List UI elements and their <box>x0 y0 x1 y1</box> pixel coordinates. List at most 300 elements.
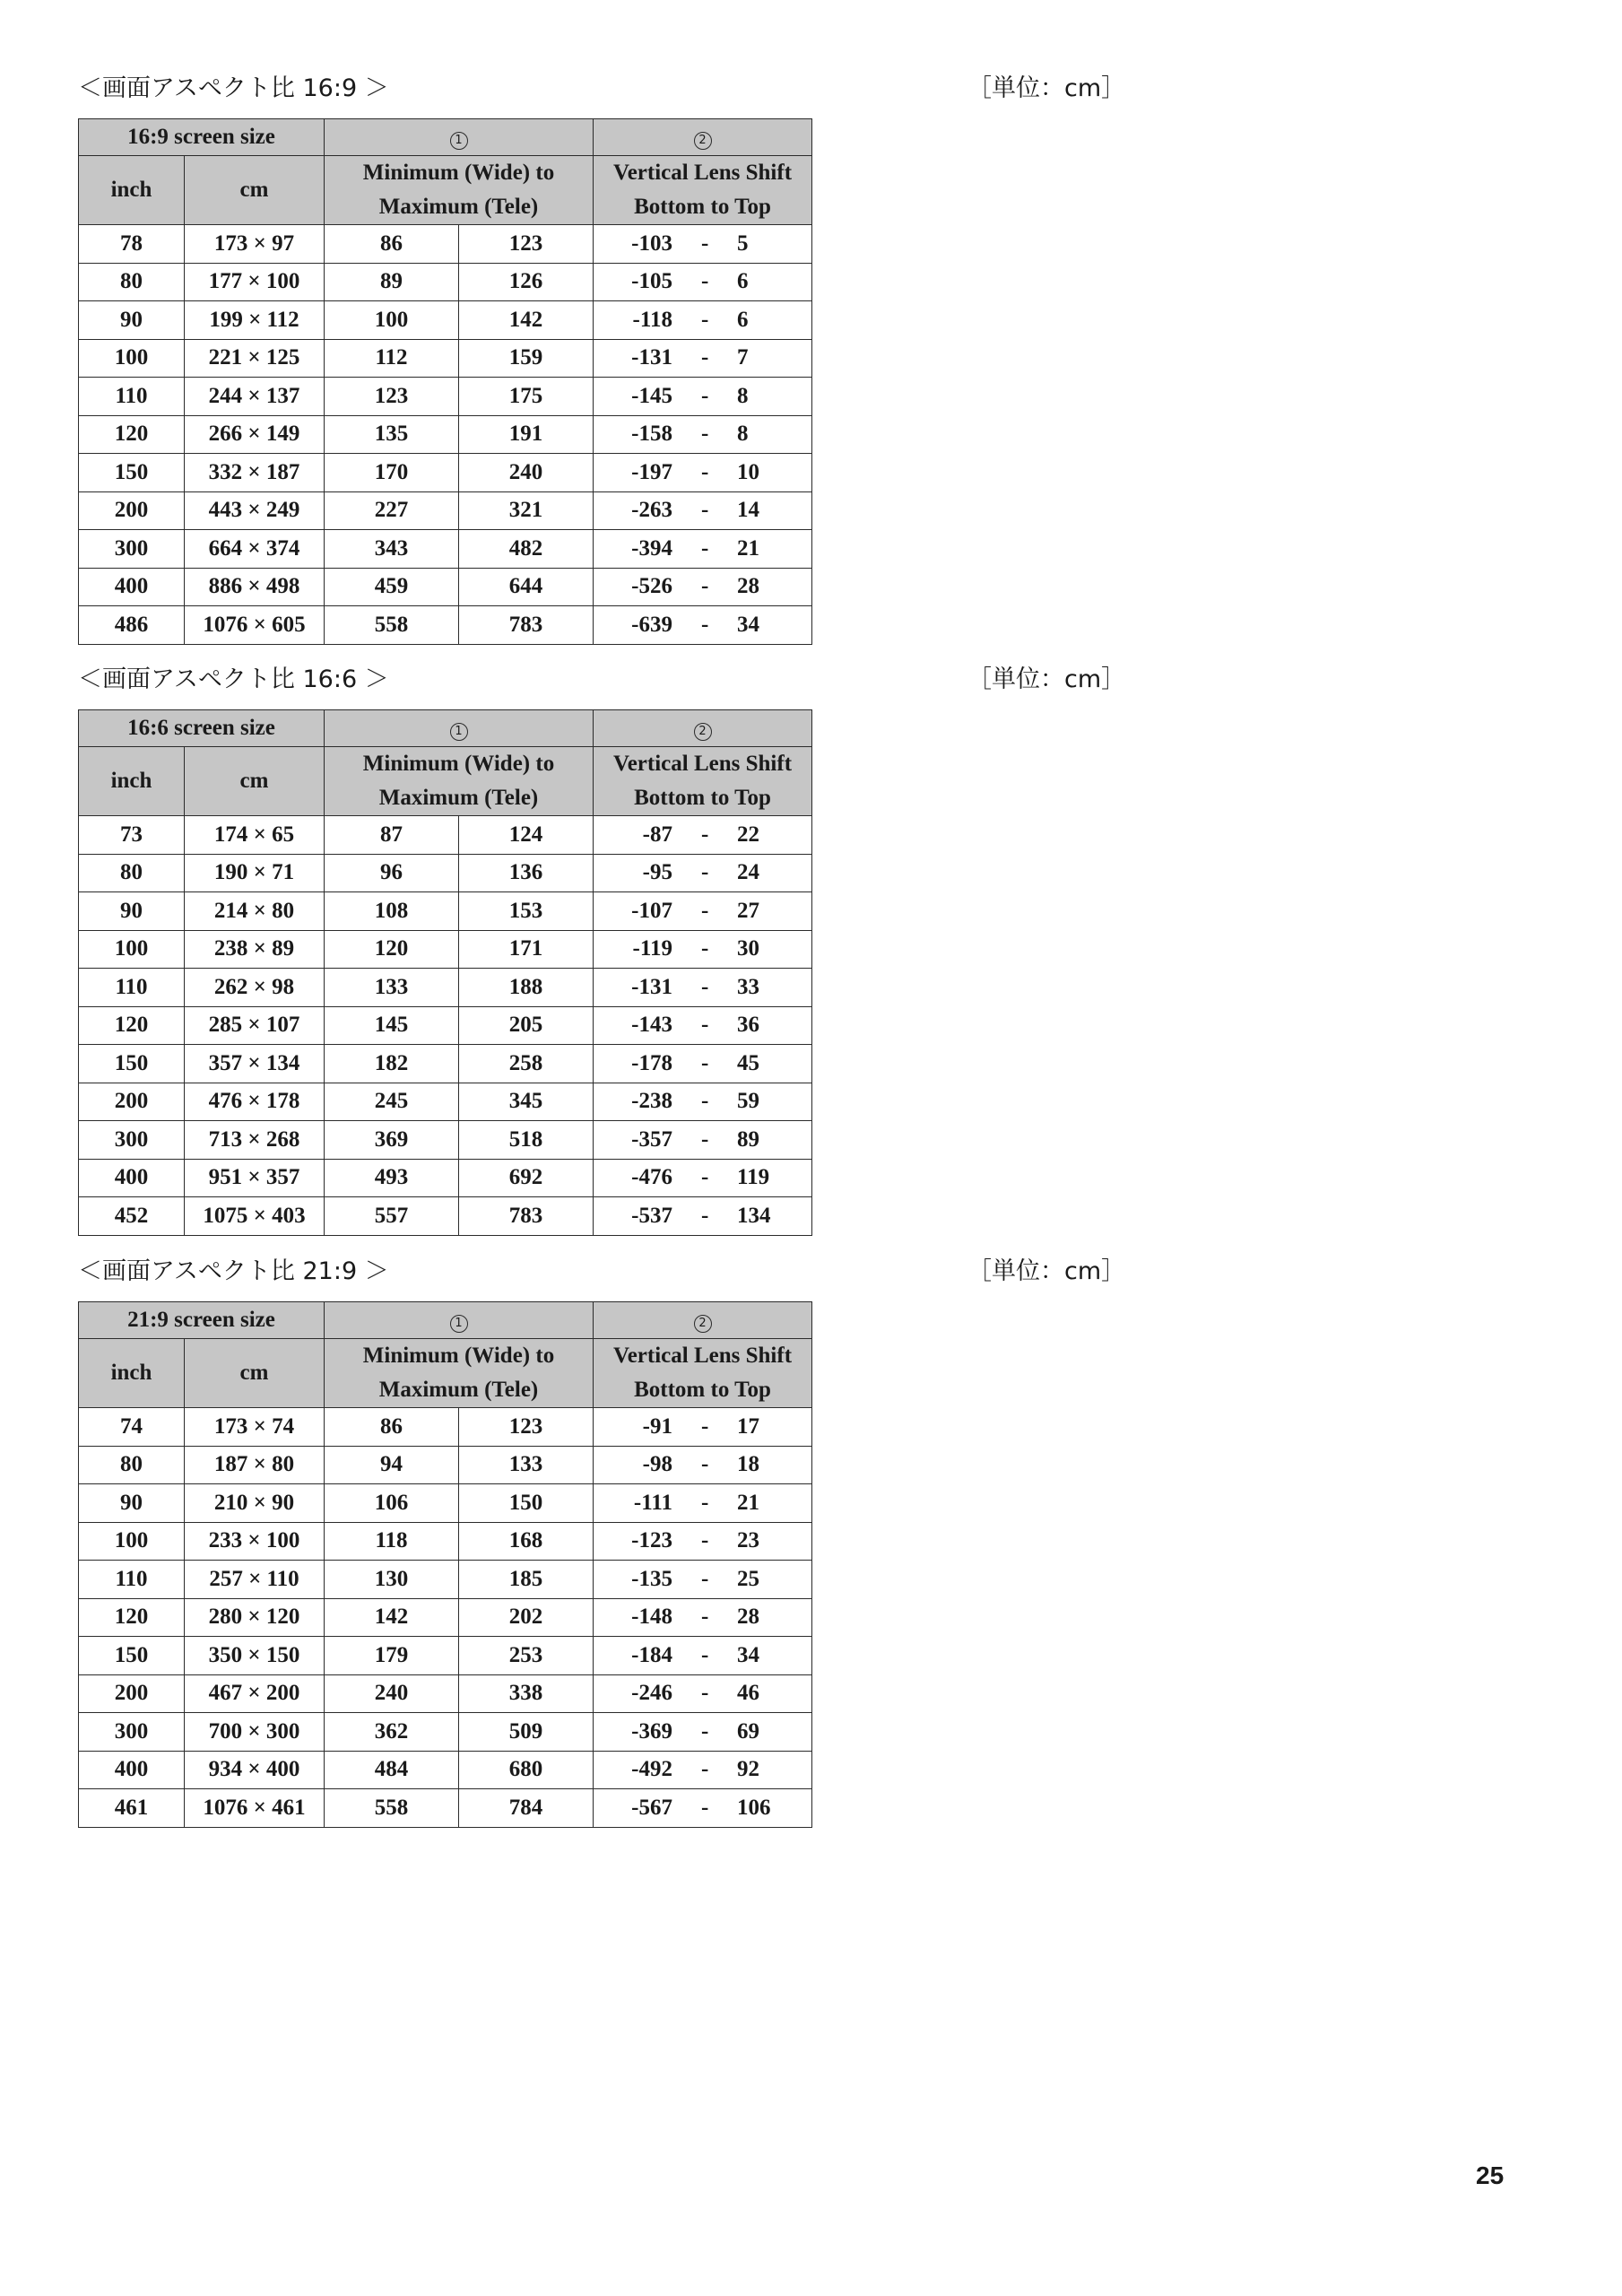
max-tele-cell: 482 <box>459 530 594 569</box>
shift-range-separator: - <box>701 898 709 923</box>
section-title: ＜画面アスペクト比 16:6 ＞ <box>78 665 389 693</box>
min-wide-cell: 86 <box>325 1408 459 1447</box>
inch-cell: 78 <box>79 225 185 264</box>
inch-cell: 300 <box>79 530 185 569</box>
shift-range-separator: - <box>701 1013 709 1038</box>
lens-shift-header-line2: Bottom to Top <box>634 786 771 810</box>
inch-cell: 90 <box>79 1484 185 1523</box>
table-row <box>79 1408 812 1447</box>
max-tele-cell: 175 <box>459 378 594 416</box>
throw-distance-table <box>78 709 812 1236</box>
shift-bottom-value: -178 <box>631 1050 672 1075</box>
max-tele-cell: 240 <box>459 454 594 492</box>
min-wide-cell: 484 <box>325 1751 459 1789</box>
max-tele-cell: 191 <box>459 415 594 454</box>
min-wide-cell: 245 <box>325 1083 459 1121</box>
shift-bottom-value: -369 <box>631 1718 672 1744</box>
shift-bottom-value: -492 <box>631 1757 672 1782</box>
max-tele-cell: 321 <box>459 491 594 530</box>
shift-range-separator: - <box>701 1126 709 1152</box>
max-tele-cell: 142 <box>459 301 594 340</box>
cm-cell: 1076 × 461 <box>185 1789 325 1828</box>
lens-shift-range <box>594 606 811 644</box>
lens-shift-range <box>594 816 811 854</box>
cm-cell: 177 × 100 <box>185 263 325 301</box>
shift-bottom-value: -246 <box>631 1681 672 1706</box>
inch-cell: 300 <box>79 1121 185 1160</box>
table-row <box>79 816 812 855</box>
max-tele-cell: 159 <box>459 339 594 378</box>
section-title: ＜画面アスペクト比 21:9 ＞ <box>78 1257 389 1285</box>
lens-shift-cell <box>594 1561 812 1599</box>
lens-shift-range <box>594 1083 811 1121</box>
shift-top-value: 89 <box>737 1126 759 1152</box>
cm-cell: 700 × 300 <box>185 1713 325 1752</box>
shift-top-value: 6 <box>737 269 749 294</box>
lens-shift-cell <box>594 816 812 855</box>
inch-cell: 73 <box>79 816 185 855</box>
lens-shift-range <box>594 1160 811 1197</box>
lens-shift-range <box>594 301 811 339</box>
lens-shift-cell <box>594 1121 812 1160</box>
throw-distance-header-line1: Minimum (Wide) to <box>362 1344 555 1368</box>
table-row <box>79 1484 812 1523</box>
shift-bottom-value: -145 <box>631 383 672 408</box>
throw-distance-header-line1: Minimum (Wide) to <box>362 161 555 185</box>
max-tele-cell: 202 <box>459 1598 594 1637</box>
table-row <box>79 1598 812 1637</box>
shift-bottom-value: -143 <box>631 1013 672 1038</box>
max-tele-cell: 783 <box>459 606 594 645</box>
shift-bottom-value: -123 <box>631 1528 672 1553</box>
cm-cell: 713 × 268 <box>185 1121 325 1160</box>
shift-top-value: 25 <box>737 1566 759 1591</box>
shift-top-value: 18 <box>737 1452 759 1477</box>
max-tele-cell: 136 <box>459 854 594 892</box>
shift-top-value: 28 <box>737 1605 759 1630</box>
shift-range-separator: - <box>701 1757 709 1782</box>
table-row <box>79 930 812 969</box>
inch-cell: 90 <box>79 301 185 340</box>
min-wide-cell: 362 <box>325 1713 459 1752</box>
cm-cell: 934 × 400 <box>185 1751 325 1789</box>
shift-range-separator: - <box>701 1452 709 1477</box>
min-wide-cell: 558 <box>325 606 459 645</box>
lens-shift-range <box>594 1045 811 1083</box>
shift-bottom-value: -476 <box>631 1165 672 1190</box>
shift-bottom-value: -135 <box>631 1566 672 1591</box>
inch-cell: 452 <box>79 1197 185 1236</box>
max-tele-cell: 185 <box>459 1561 594 1599</box>
lens-shift-range <box>594 1599 811 1637</box>
table-row <box>79 1159 812 1197</box>
max-tele-cell: 692 <box>459 1159 594 1197</box>
shift-range-separator: - <box>701 1795 709 1820</box>
table-row <box>79 378 812 416</box>
inch-header: inch <box>79 156 185 225</box>
lens-shift-header <box>594 156 812 225</box>
cm-cell: 214 × 80 <box>185 892 325 931</box>
table-row <box>79 415 812 454</box>
table-row <box>79 1446 812 1484</box>
lens-shift-range <box>594 340 811 378</box>
table-row <box>79 1006 812 1045</box>
screen-size-header: 21:9 screen size <box>79 1302 325 1339</box>
table-row <box>79 1197 812 1236</box>
circled-number-2: 2 <box>694 132 712 150</box>
section-header <box>78 663 1126 697</box>
inch-cell: 150 <box>79 1045 185 1083</box>
table-row <box>79 1751 812 1789</box>
shift-bottom-value: -238 <box>631 1089 672 1114</box>
throw-distance-header-line2: Maximum (Tele) <box>378 195 539 219</box>
min-wide-cell: 86 <box>325 225 459 264</box>
lens-shift-range <box>594 1789 811 1827</box>
shift-range-separator: - <box>701 1566 709 1591</box>
max-tele-cell: 126 <box>459 263 594 301</box>
inch-cell: 100 <box>79 1522 185 1561</box>
table-row <box>79 339 812 378</box>
lens-shift-cell <box>594 1446 812 1484</box>
cm-header: cm <box>185 747 325 816</box>
shift-bottom-value: -357 <box>631 1126 672 1152</box>
table-row <box>79 1713 812 1752</box>
lens-shift-cell <box>594 491 812 530</box>
min-wide-cell: 96 <box>325 854 459 892</box>
shift-bottom-value: -131 <box>631 345 672 370</box>
table-row <box>79 454 812 492</box>
aspect-ratio-section-3 <box>78 1255 1126 1820</box>
max-tele-cell: 345 <box>459 1083 594 1121</box>
lens-shift-cell <box>594 1083 812 1121</box>
lens-shift-cell <box>594 1674 812 1713</box>
lens-shift-range <box>594 264 811 301</box>
shift-range-separator: - <box>701 269 709 294</box>
shift-top-value: 106 <box>737 1795 771 1820</box>
table-row <box>79 225 812 264</box>
shift-top-value: 28 <box>737 574 759 599</box>
cm-cell: 174 × 65 <box>185 816 325 855</box>
shift-range-separator: - <box>701 1413 709 1439</box>
min-wide-cell: 558 <box>325 1789 459 1828</box>
min-wide-cell: 179 <box>325 1637 459 1675</box>
shift-range-separator: - <box>701 1490 709 1515</box>
table-row <box>79 892 812 931</box>
shift-top-value: 34 <box>737 612 759 637</box>
inch-cell: 400 <box>79 568 185 606</box>
cm-cell: 257 × 110 <box>185 1561 325 1599</box>
cm-cell: 199 × 112 <box>185 301 325 340</box>
min-wide-cell: 493 <box>325 1159 459 1197</box>
shift-top-value: 24 <box>737 860 759 885</box>
lens-shift-range <box>594 1484 811 1522</box>
shift-top-value: 8 <box>737 422 749 447</box>
shift-range-separator: - <box>701 1203 709 1228</box>
shift-top-value: 33 <box>737 974 759 999</box>
lens-shift-cell <box>594 1159 812 1197</box>
min-wide-cell: 130 <box>325 1561 459 1599</box>
aspect-ratio-section-2 <box>78 663 1126 1228</box>
cm-cell: 443 × 249 <box>185 491 325 530</box>
throw-distance-table <box>78 1301 812 1828</box>
lens-shift-cell <box>594 1197 812 1236</box>
table-row <box>79 1083 812 1121</box>
inch-cell: 74 <box>79 1408 185 1447</box>
inch-cell: 150 <box>79 1637 185 1675</box>
inch-header: inch <box>79 747 185 816</box>
inch-cell: 461 <box>79 1789 185 1828</box>
lens-shift-cell <box>594 969 812 1007</box>
shift-top-value: 34 <box>737 1642 759 1667</box>
cm-header: cm <box>185 1339 325 1408</box>
unit-label: ［単位：cm］ <box>967 1257 1126 1285</box>
inch-header: inch <box>79 1339 185 1408</box>
throw-distance-header <box>325 1339 594 1408</box>
lens-shift-header-line1: Vertical Lens Shift <box>612 1344 793 1368</box>
shift-bottom-value: -105 <box>631 269 672 294</box>
lens-shift-range <box>594 1447 811 1484</box>
shift-range-separator: - <box>701 498 709 523</box>
lens-shift-cell <box>594 930 812 969</box>
shift-top-value: 17 <box>737 1413 759 1439</box>
shift-range-separator: - <box>701 1165 709 1190</box>
lens-shift-cell <box>594 454 812 492</box>
max-tele-cell: 680 <box>459 1751 594 1789</box>
inch-cell: 80 <box>79 263 185 301</box>
shift-range-separator: - <box>701 1605 709 1630</box>
cm-cell: 187 × 80 <box>185 1446 325 1484</box>
throw-distance-table <box>78 118 812 645</box>
min-wide-cell: 89 <box>325 263 459 301</box>
table-row <box>79 568 812 606</box>
max-tele-cell: 123 <box>459 1408 594 1447</box>
min-wide-cell: 87 <box>325 816 459 855</box>
lens-shift-cell <box>594 263 812 301</box>
table-row <box>79 1561 812 1599</box>
table-row <box>79 263 812 301</box>
inch-cell: 80 <box>79 1446 185 1484</box>
shift-range-separator: - <box>701 1089 709 1114</box>
cm-cell: 332 × 187 <box>185 454 325 492</box>
lens-shift-cell <box>594 606 812 645</box>
shift-range-separator: - <box>701 307 709 332</box>
table-row <box>79 1789 812 1828</box>
col1-marker-cell <box>325 1302 594 1339</box>
cm-cell: 210 × 90 <box>185 1484 325 1523</box>
lens-shift-cell <box>594 1598 812 1637</box>
shift-range-separator: - <box>701 383 709 408</box>
inch-cell: 150 <box>79 454 185 492</box>
min-wide-cell: 118 <box>325 1522 459 1561</box>
inch-cell: 120 <box>79 1006 185 1045</box>
cm-cell: 1076 × 605 <box>185 606 325 645</box>
shift-top-value: 46 <box>737 1681 759 1706</box>
inch-cell: 80 <box>79 854 185 892</box>
table-row <box>79 1045 812 1083</box>
shift-range-separator: - <box>701 974 709 999</box>
table-row <box>79 530 812 569</box>
max-tele-cell: 168 <box>459 1522 594 1561</box>
throw-distance-header <box>325 156 594 225</box>
table-row <box>79 1637 812 1675</box>
shift-top-value: 10 <box>737 459 759 484</box>
min-wide-cell: 120 <box>325 930 459 969</box>
section-header <box>78 72 1126 106</box>
lens-shift-header-line2: Bottom to Top <box>634 195 771 219</box>
shift-bottom-value: -118 <box>632 307 672 332</box>
shift-top-value: 21 <box>737 1490 759 1515</box>
table-row <box>79 1522 812 1561</box>
lens-shift-cell <box>594 1713 812 1752</box>
shift-bottom-value: -639 <box>631 612 672 637</box>
min-wide-cell: 106 <box>325 1484 459 1523</box>
lens-shift-cell <box>594 892 812 931</box>
lens-shift-cell <box>594 1484 812 1523</box>
lens-shift-header-line1: Vertical Lens Shift <box>612 161 793 185</box>
shift-range-separator: - <box>701 936 709 961</box>
shift-top-value: 45 <box>737 1050 759 1075</box>
inch-cell: 300 <box>79 1713 185 1752</box>
shift-range-separator: - <box>701 345 709 370</box>
min-wide-cell: 227 <box>325 491 459 530</box>
min-wide-cell: 557 <box>325 1197 459 1236</box>
min-wide-cell: 145 <box>325 1006 459 1045</box>
shift-range-separator: - <box>701 612 709 637</box>
lens-shift-cell <box>594 1789 812 1828</box>
col2-marker-cell <box>594 710 812 747</box>
lens-shift-range <box>594 492 811 530</box>
shift-range-separator: - <box>701 535 709 561</box>
lens-shift-cell <box>594 339 812 378</box>
table-row <box>79 606 812 645</box>
shift-top-value: 92 <box>737 1757 759 1782</box>
min-wide-cell: 135 <box>325 415 459 454</box>
shift-range-separator: - <box>701 1681 709 1706</box>
shift-top-value: 6 <box>737 307 749 332</box>
shift-top-value: 30 <box>737 936 759 961</box>
cm-cell: 190 × 71 <box>185 854 325 892</box>
shift-bottom-value: -107 <box>631 898 672 923</box>
shift-bottom-value: -98 <box>642 1452 672 1477</box>
lens-shift-range <box>594 530 811 568</box>
cm-cell: 244 × 137 <box>185 378 325 416</box>
cm-cell: 1075 × 403 <box>185 1197 325 1236</box>
shift-bottom-value: -158 <box>631 422 672 447</box>
max-tele-cell: 509 <box>459 1713 594 1752</box>
inch-cell: 400 <box>79 1159 185 1197</box>
shift-top-value: 7 <box>737 345 749 370</box>
table-row <box>79 854 812 892</box>
lens-shift-range <box>594 855 811 892</box>
inch-cell: 110 <box>79 378 185 416</box>
shift-bottom-value: -87 <box>642 822 672 847</box>
shift-bottom-value: -119 <box>632 936 672 961</box>
circled-number-1: 1 <box>450 1315 468 1333</box>
cm-cell: 221 × 125 <box>185 339 325 378</box>
screen-size-header: 16:9 screen size <box>79 119 325 156</box>
shift-top-value: 5 <box>737 230 749 256</box>
cm-cell: 285 × 107 <box>185 1006 325 1045</box>
inch-cell: 400 <box>79 1751 185 1789</box>
shift-range-separator: - <box>701 822 709 847</box>
cm-cell: 664 × 374 <box>185 530 325 569</box>
col2-marker-cell <box>594 1302 812 1339</box>
cm-cell: 467 × 200 <box>185 1674 325 1713</box>
shift-bottom-value: -91 <box>642 1413 672 1439</box>
max-tele-cell: 784 <box>459 1789 594 1828</box>
circled-number-2: 2 <box>694 1315 712 1333</box>
table-row <box>79 1121 812 1160</box>
inch-cell: 200 <box>79 491 185 530</box>
inch-cell: 200 <box>79 1674 185 1713</box>
col1-marker-cell <box>325 119 594 156</box>
cm-cell: 357 × 134 <box>185 1045 325 1083</box>
lens-shift-cell <box>594 1006 812 1045</box>
cm-cell: 173 × 74 <box>185 1408 325 1447</box>
shift-top-value: 23 <box>737 1528 759 1553</box>
min-wide-cell: 240 <box>325 1674 459 1713</box>
max-tele-cell: 188 <box>459 969 594 1007</box>
max-tele-cell: 644 <box>459 568 594 606</box>
shift-range-separator: - <box>701 1528 709 1553</box>
inch-cell: 90 <box>79 892 185 931</box>
min-wide-cell: 133 <box>325 969 459 1007</box>
shift-bottom-value: -148 <box>631 1605 672 1630</box>
min-wide-cell: 123 <box>325 378 459 416</box>
max-tele-cell: 153 <box>459 892 594 931</box>
lens-shift-cell <box>594 1637 812 1675</box>
throw-distance-header-line2: Maximum (Tele) <box>378 786 539 810</box>
lens-shift-range <box>594 225 811 263</box>
shift-range-separator: - <box>701 422 709 447</box>
shift-range-separator: - <box>701 860 709 885</box>
lens-shift-cell <box>594 1751 812 1789</box>
lens-shift-range <box>594 569 811 606</box>
lens-shift-range <box>594 969 811 1006</box>
lens-shift-range <box>594 1007 811 1045</box>
max-tele-cell: 171 <box>459 930 594 969</box>
inch-cell: 120 <box>79 1598 185 1637</box>
throw-distance-header-line2: Maximum (Tele) <box>378 1378 539 1402</box>
page-number: 25 <box>1476 2161 1505 2189</box>
shift-top-value: 21 <box>737 535 759 561</box>
cm-header: cm <box>185 156 325 225</box>
shift-range-separator: - <box>701 1050 709 1075</box>
throw-distance-header-line1: Minimum (Wide) to <box>362 752 555 776</box>
min-wide-cell: 108 <box>325 892 459 931</box>
lens-shift-range <box>594 416 811 454</box>
shift-range-separator: - <box>701 574 709 599</box>
cm-cell: 951 × 357 <box>185 1159 325 1197</box>
lens-shift-cell <box>594 415 812 454</box>
circled-number-1: 1 <box>450 723 468 741</box>
col2-marker-cell <box>594 119 812 156</box>
shift-top-value: 69 <box>737 1718 759 1744</box>
unit-label: ［単位：cm］ <box>967 74 1126 102</box>
screen-size-header: 16:6 screen size <box>79 710 325 747</box>
shift-range-separator: - <box>701 1642 709 1667</box>
shift-bottom-value: -394 <box>631 535 672 561</box>
inch-cell: 120 <box>79 415 185 454</box>
lens-shift-range <box>594 1713 811 1751</box>
lens-shift-range <box>594 1197 811 1235</box>
min-wide-cell: 170 <box>325 454 459 492</box>
lens-shift-cell <box>594 225 812 264</box>
lens-shift-header-line1: Vertical Lens Shift <box>612 752 793 776</box>
unit-label: ［単位：cm］ <box>967 665 1126 693</box>
max-tele-cell: 150 <box>459 1484 594 1523</box>
shift-top-value: 14 <box>737 498 759 523</box>
